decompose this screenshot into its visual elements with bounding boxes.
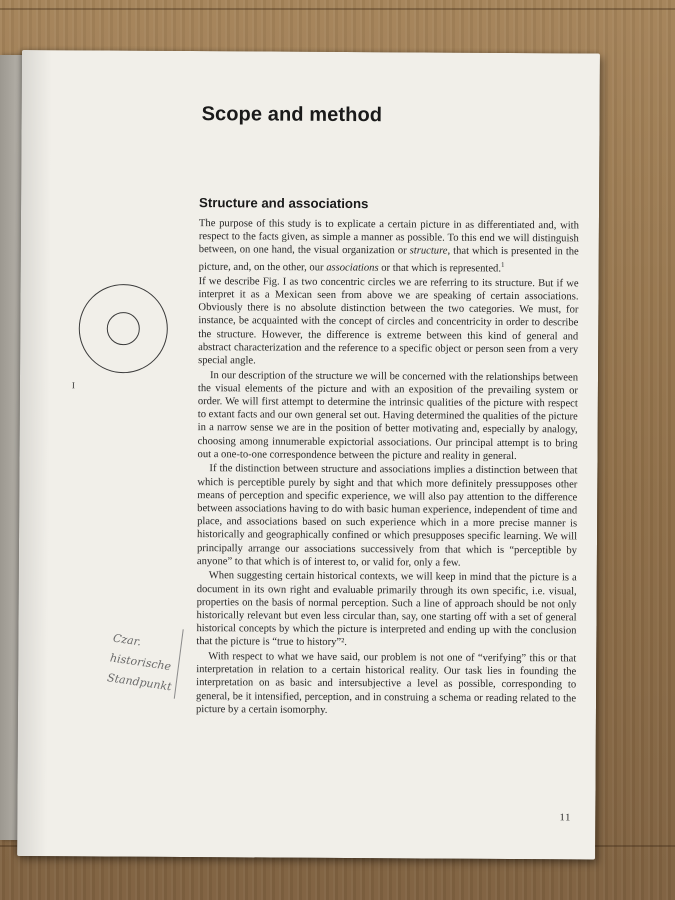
book-page [17, 50, 600, 860]
inner-circle [107, 313, 139, 345]
figure-label: I [71, 380, 75, 391]
paragraph-1: The purpose of this study is to explicate a certain picture in as differentiated and, with respect to the facts given, as simple a manner as possible. To this end we will distinguish between, on one hand, the visual organization or structure, that which is presented in the picture, and, on the other, our associations or that which is represented.$^1$ [198, 218, 579, 275]
paragraph-3: In our description of the structure we will be concerned with the relationships between the visual elements of the picture and with an exposition of the prevailing system or order. We will first attempt to determine the intrinsic qualities of the picture with respect to extant facts and our own general set out. Having determined the qualities of the picture in a narrow sense we are in the position of better motivating and, especially by analogy, choosing among innumerable expictorial associations. Our principal attempt is to bring out a one-to-one correspondence between the picture and reality in general. [197, 369, 579, 462]
footnote-ref: 1 [501, 260, 505, 269]
paragraph-2: If we describe Fig. I as two concentric circles we are referring to its structure. But if we interpret it as a Mexican seen from above we are speaking of certain associations. Obviously there is no absolute distinction between the two categories. We must, for instance, be acquainted with the concept of circles and concentricity in order to describe the structure. However, the difference is extreme between this kind of general and abstract characterization and the reference to a specific object or person seen from a very special angle. [198, 275, 579, 367]
paragraph-5: When suggesting certain historical contexts, we will keep in mind that the picture is a document in its own right and evaluable primarily through its own specific, i.e. visual, properties on the basis of normal perception. Such a line of approach should be not only historically relevant but even less circular than, say, one starting off with a set of general historical concepts by which the picture is interpreted and ending up with the conclusion that the picture is “true to history”². [196, 570, 577, 649]
chapter-title: Scope and method [201, 103, 383, 127]
handwritten-margin-note [106, 629, 194, 700]
margin-note-line: Czar. [112, 631, 143, 649]
emphasis-associations: associations [326, 261, 379, 274]
page-number: 11 [559, 812, 572, 824]
emphasis-structure: structure [409, 245, 448, 257]
margin-note-line: historische [109, 651, 172, 674]
paragraph-6: With respect to what we have said, our problem is not one of “verifying” this or that interpretation in relation to a certain historical reality. Our task lies in founding the interpretation on as basic and intersubjective a level as possible, corresponding to general, be it intensified, perception, and in construing a schema or reading related to the picture by a certain isomorphy. [195, 651, 577, 716]
body-text [196, 217, 579, 718]
paragraph-4: If the distinction between structure and associations implies a distinction between that which is perceptible purely by sight and that which more definitely pressupposes other means of perception and specific experience, we will also pay attention to the difference between associations having to do with basic human experience, independent of time and place, and associations based on such experience which in a more precise manner is historically and geographically confined or which presupposes specific learning. We will principally arrange our associations successively from that which is “perceptible by anyone” to that which is of interest to, or valid for, only a few. [196, 463, 578, 569]
table-plank-seam [0, 8, 675, 10]
concentric-circles-figure [77, 282, 170, 375]
section-title: Structure and associations [199, 195, 369, 212]
outer-circle [79, 284, 168, 373]
margin-note-line: Standpunkt [106, 671, 173, 694]
